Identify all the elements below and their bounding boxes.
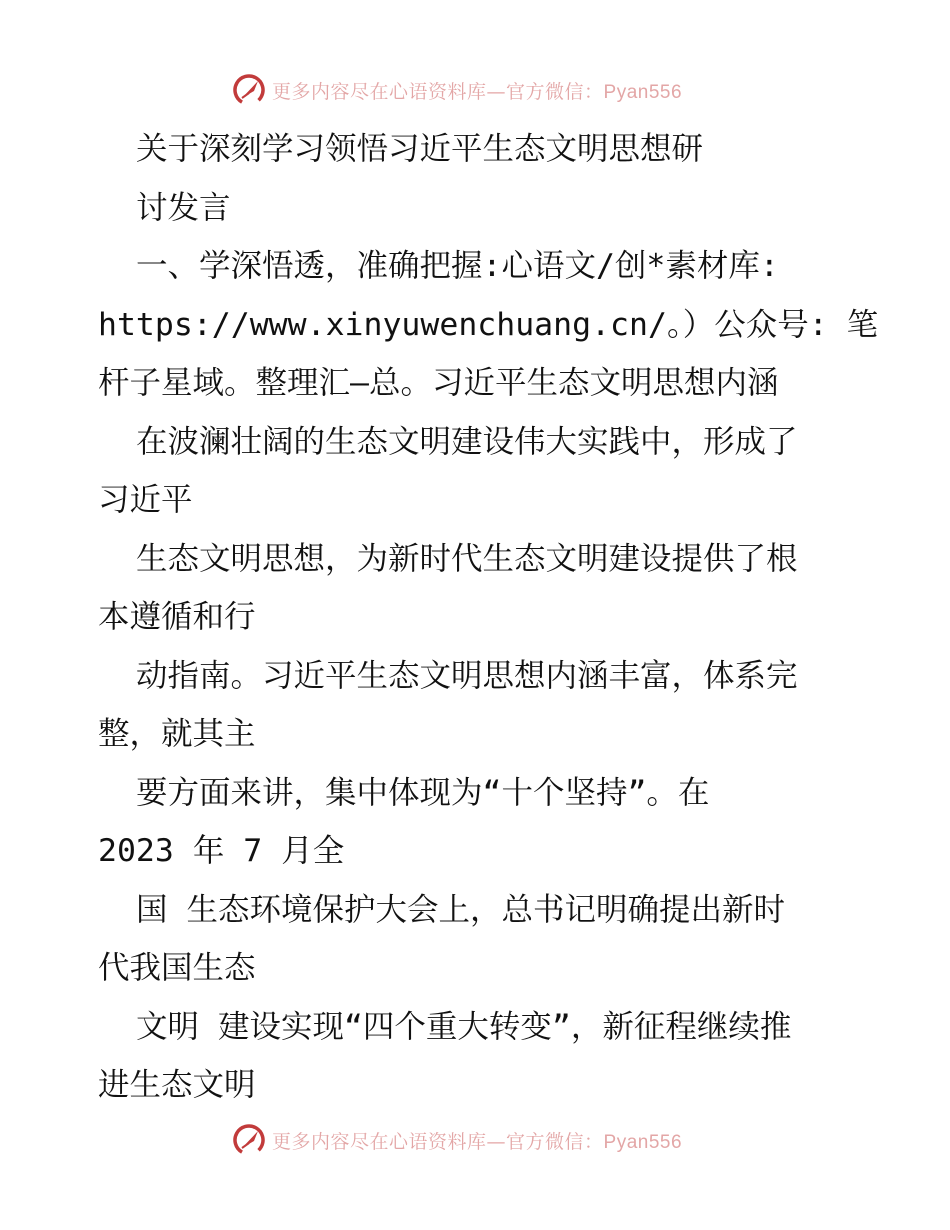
paragraph-line: 进生态文明: [98, 1067, 256, 1103]
header-banner-text: [272, 77, 682, 104]
paragraph-line: 在波澜壮阔的生态文明建设伟大实践中，形成了: [136, 423, 798, 460]
paragraph-line: 国 生态环境保护大会上，总书记明确提出新时: [136, 891, 785, 928]
paragraph-line: 习近平: [98, 482, 193, 518]
footer-wechat-id: Pyan556: [603, 1131, 683, 1153]
document-body: [98, 120, 878, 1115]
footer-banner-label: 更多内容尽在心语资料库—官方微信：: [272, 1130, 604, 1153]
footer-banner-text: [272, 1127, 682, 1154]
paragraph-line: https://www.xinyuwenchuang.cn/。）公众号: 笔: [98, 306, 879, 343]
header-banner-label: 更多内容尽在心语资料库—官方微信：: [272, 80, 604, 103]
paragraph-line: 本遵循和行: [98, 599, 256, 635]
title-line-1: 关于深刻学习领悟习近平生态文明思想研: [136, 131, 704, 167]
quill-logo-icon: [232, 73, 266, 107]
footer-watermark-banner: [232, 1120, 682, 1160]
paragraph-line: 2023 年 7 月全: [98, 833, 345, 869]
paragraph-line: 文明 建设实现“四个重大转变”，新征程继续推: [136, 1008, 792, 1045]
paragraph-line: 代我国生态: [98, 950, 256, 986]
title-line-2: 讨发言: [136, 189, 231, 226]
paragraph-line: 动指南。习近平生态文明思想内涵丰富，体系完: [136, 657, 798, 694]
paragraph-line: 整，就其主: [98, 716, 256, 752]
header-watermark-banner: [232, 70, 682, 110]
paragraph-line: 要方面来讲，集中体现为“十个坚持”。在: [136, 774, 710, 811]
paragraph-line: 杆子星域。整理汇—总。习近平生态文明思想内涵: [98, 365, 779, 401]
section-heading-line: 一、学深悟透，准确把握:心语文/创*素材库:: [136, 248, 779, 284]
paragraph-line: 生态文明思想，为新时代生态文明建设提供了根: [136, 540, 798, 577]
header-wechat-id: Pyan556: [603, 81, 683, 103]
quill-logo-icon: [232, 1123, 266, 1157]
